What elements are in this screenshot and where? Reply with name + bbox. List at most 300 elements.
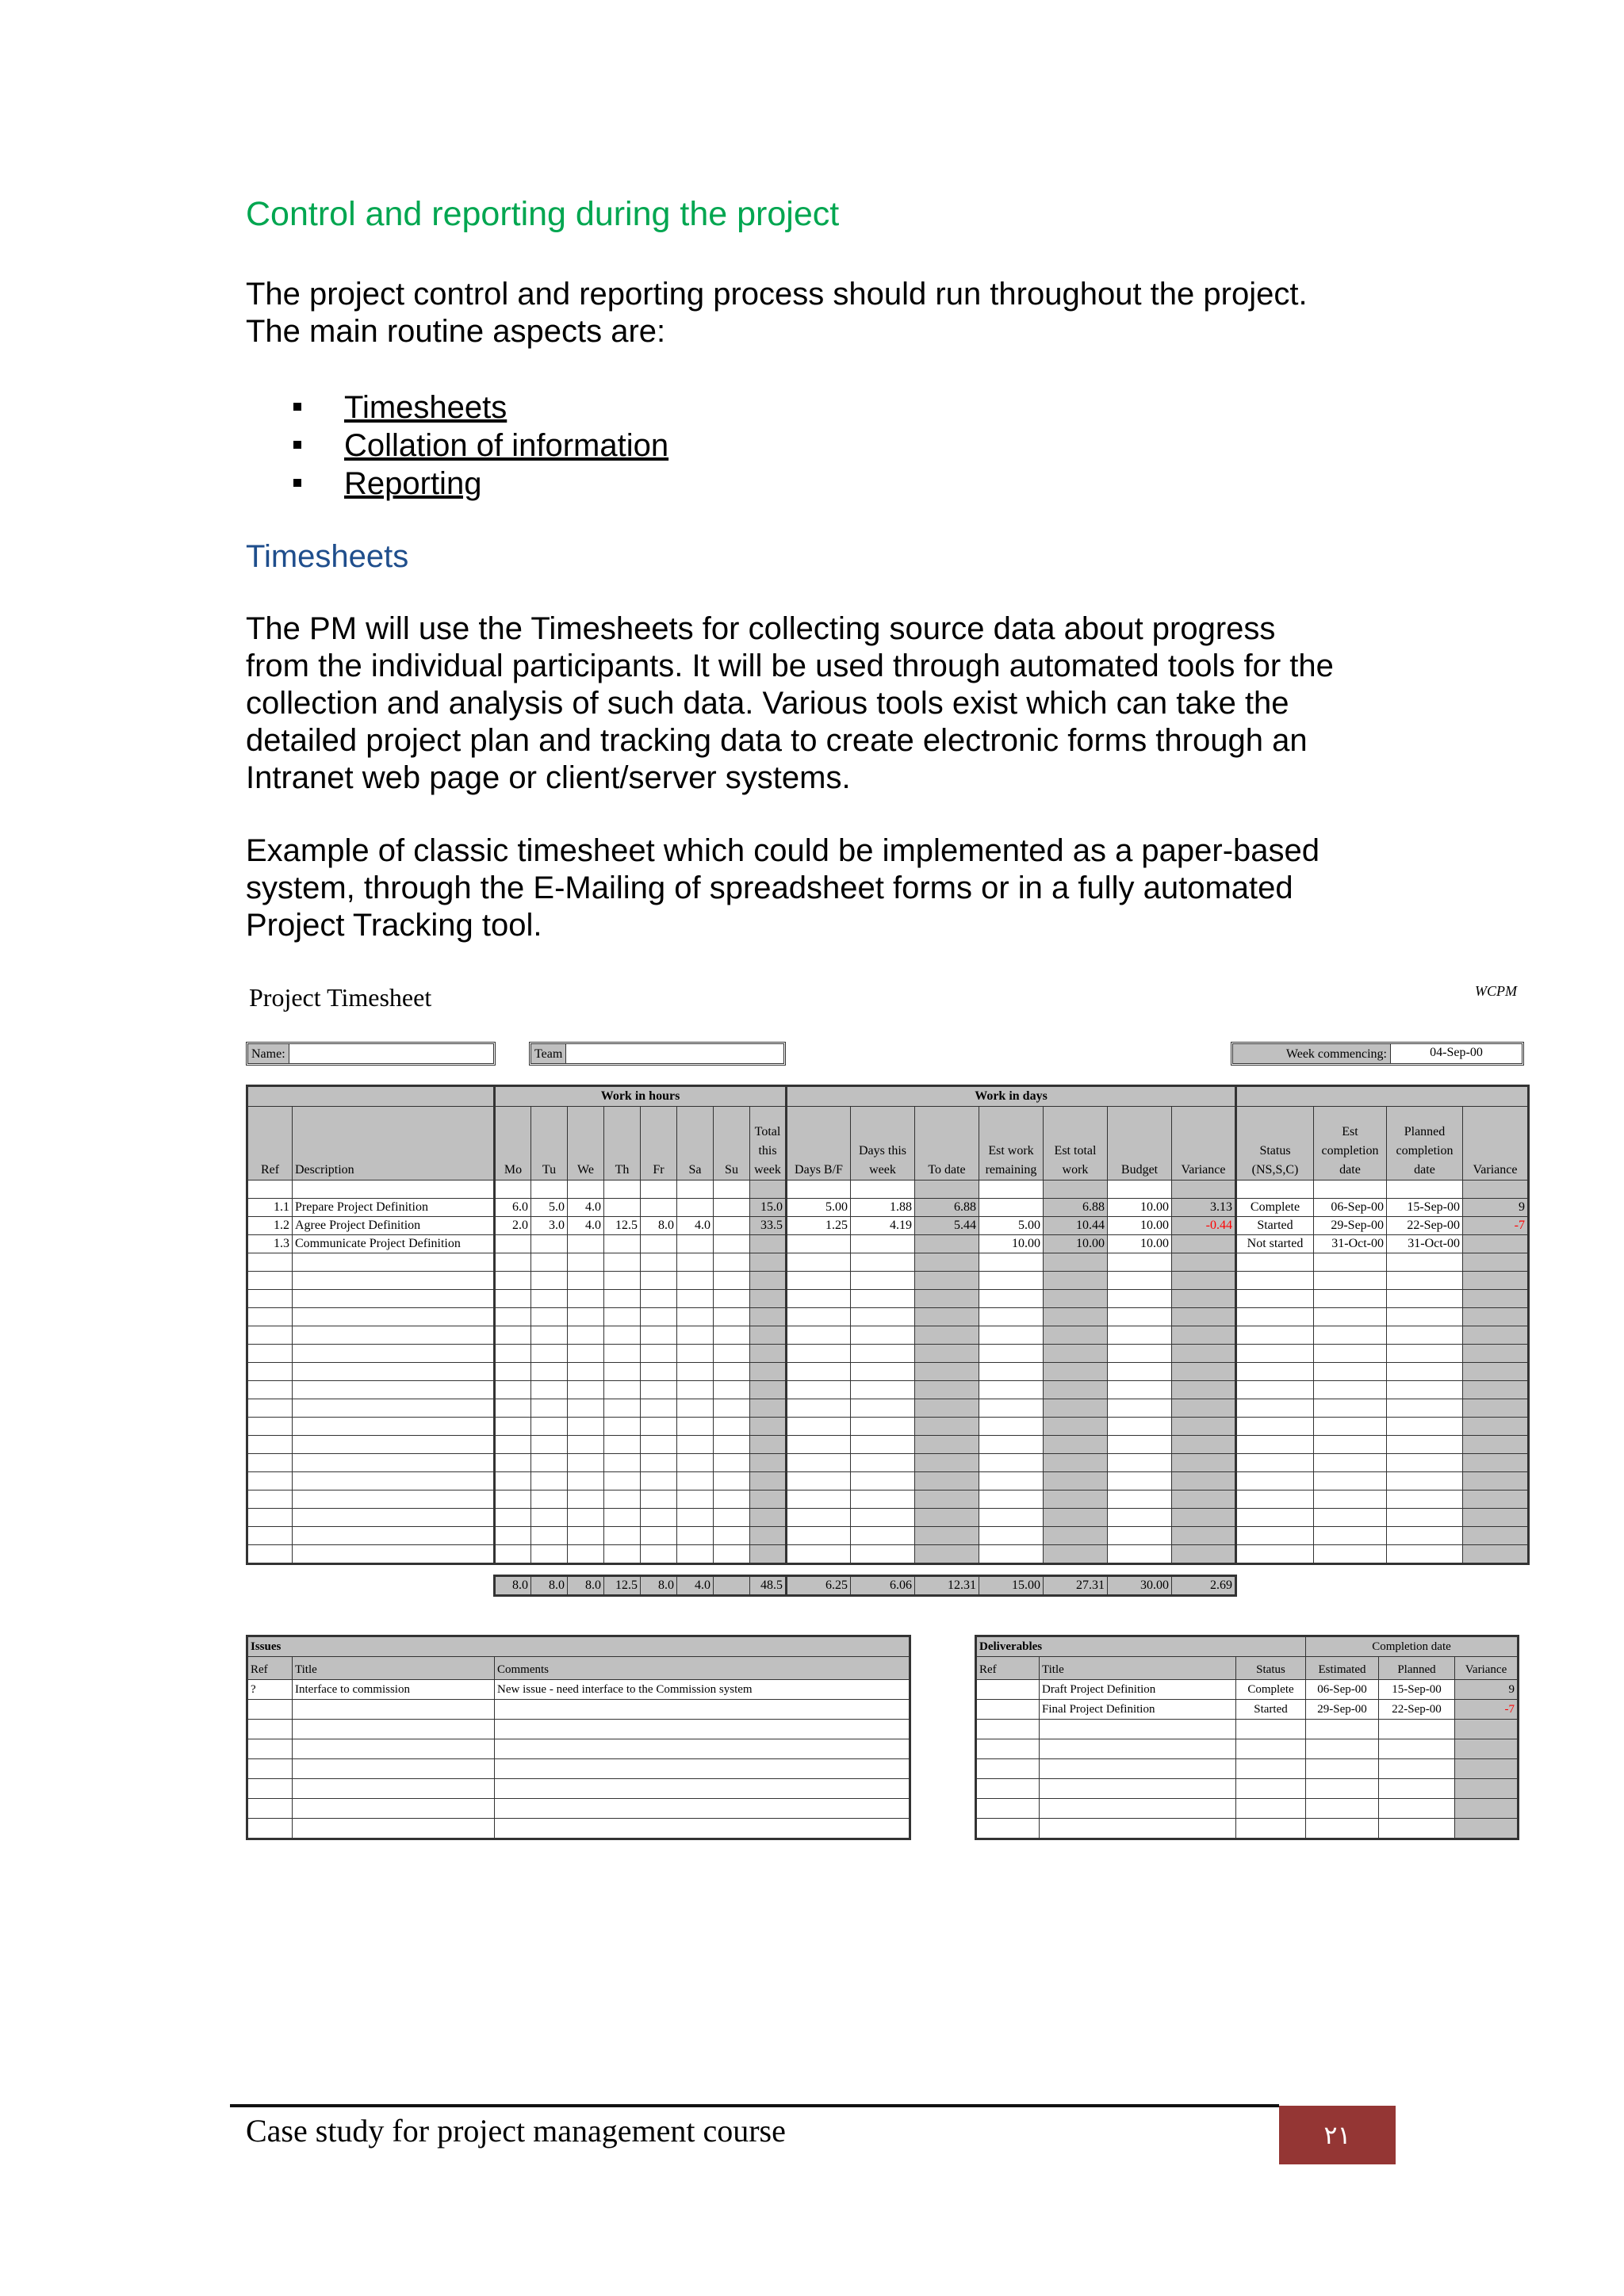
table-cell: [495, 1272, 531, 1290]
table-cell: [604, 1181, 641, 1199]
table-row: [247, 1490, 1529, 1509]
table-cell: [677, 1308, 714, 1326]
table-cell: [531, 1363, 568, 1381]
table-cell: [641, 1181, 677, 1199]
column-header: We: [568, 1107, 604, 1181]
table-cell: [1108, 1253, 1172, 1272]
table-cell: Not started: [1236, 1235, 1314, 1253]
table-cell: [1236, 1290, 1314, 1308]
table-row: [247, 1436, 1529, 1454]
table-cell: [1040, 1779, 1236, 1799]
table-cell: [787, 1326, 851, 1345]
table-cell: [641, 1253, 677, 1272]
table-row: [247, 1545, 1529, 1564]
table-cell: [787, 1545, 851, 1564]
text-line: detailed project plan and tracking data to create electronic forms through an: [246, 723, 1308, 758]
table-cell: [714, 1436, 750, 1454]
table-cell: [1314, 1527, 1387, 1545]
table-cell: [531, 1472, 568, 1490]
column-header: Total this week: [750, 1107, 787, 1181]
table-cell: [1306, 1739, 1379, 1759]
table-cell: [1044, 1272, 1108, 1290]
table-cell: [568, 1436, 604, 1454]
table-cell: [1172, 1509, 1236, 1527]
table-cell: [1236, 1399, 1314, 1418]
table-cell: [1236, 1472, 1314, 1490]
week-commencing-field[interactable]: [1231, 1042, 1524, 1066]
table-cell: 5.00: [787, 1199, 851, 1217]
table-cell: Complete: [1236, 1199, 1314, 1217]
table-cell: [915, 1545, 979, 1564]
table-cell: [1314, 1509, 1387, 1527]
table-cell: [1172, 1436, 1236, 1454]
table-cell: 29-Sep-00: [1306, 1700, 1379, 1720]
table-cell: [787, 1363, 851, 1381]
table-cell: [495, 1345, 531, 1363]
table-cell: 10.44: [1044, 1217, 1108, 1235]
total-cell: 30.00: [1108, 1576, 1172, 1596]
table-cell: [1172, 1363, 1236, 1381]
table-cell: [979, 1509, 1044, 1527]
table-cell: [1172, 1235, 1236, 1253]
table-cell: 6.0: [495, 1199, 531, 1217]
table-cell: [1172, 1545, 1236, 1564]
table-cell: [1387, 1454, 1463, 1472]
table-cell: [495, 1326, 531, 1345]
table-cell: [1044, 1472, 1108, 1490]
team-label: Team: [531, 1044, 566, 1063]
table-cell: [750, 1399, 787, 1418]
timesheet-title: Project Timesheet: [249, 983, 432, 1012]
table-cell: [293, 1399, 495, 1418]
table-cell: [247, 1720, 293, 1739]
table-cell: [568, 1509, 604, 1527]
table-cell: [714, 1418, 750, 1436]
table-cell: [1236, 1326, 1314, 1345]
table-cell: [531, 1545, 568, 1564]
table-cell: [787, 1454, 851, 1472]
column-header: Est completion date: [1314, 1107, 1387, 1181]
table-cell: [641, 1326, 677, 1345]
table-cell: [495, 1308, 531, 1326]
table-cell: [495, 1253, 531, 1272]
table-cell: [1108, 1418, 1172, 1436]
table-cell: [915, 1436, 979, 1454]
table-cell: 22-Sep-00: [1387, 1217, 1463, 1235]
table-cell: [1306, 1819, 1379, 1839]
table-cell: 8.0: [641, 1217, 677, 1235]
table-cell: [495, 1472, 531, 1490]
table-cell: [976, 1819, 1040, 1839]
table-cell: [851, 1235, 915, 1253]
table-cell: [851, 1308, 915, 1326]
name-value[interactable]: [289, 1044, 493, 1063]
table-cell: [1108, 1399, 1172, 1418]
table-cell: [1455, 1759, 1519, 1779]
table-cell: [677, 1381, 714, 1399]
table-cell: [1040, 1739, 1236, 1759]
table-cell: [851, 1509, 915, 1527]
table-cell: [750, 1381, 787, 1399]
table-cell: [677, 1545, 714, 1564]
table-cell: [1387, 1472, 1463, 1490]
table-cell: Interface to commission: [293, 1680, 495, 1700]
table-cell: [641, 1235, 677, 1253]
table-cell: [604, 1381, 641, 1399]
table-cell: [976, 1739, 1040, 1759]
table-cell: 15-Sep-00: [1379, 1680, 1455, 1700]
table-cell: [568, 1253, 604, 1272]
table-cell: [851, 1454, 915, 1472]
table-cell: [641, 1490, 677, 1509]
table-cell: [714, 1490, 750, 1509]
table-cell: 5.0: [531, 1199, 568, 1217]
column-header: Status (NS,S,C): [1236, 1107, 1314, 1181]
table-cell: [979, 1308, 1044, 1326]
table-cell: [1463, 1181, 1529, 1199]
table-row: [247, 1308, 1529, 1326]
link-timesheets[interactable]: Timesheets: [344, 390, 508, 425]
table-cell: [604, 1454, 641, 1472]
table-cell: [1108, 1490, 1172, 1509]
table-cell: [495, 1181, 531, 1199]
table-cell: [293, 1436, 495, 1454]
text-line: Intranet web page or client/server systems.: [246, 760, 851, 795]
table-cell: [979, 1345, 1044, 1363]
table-cell: 5.00: [979, 1217, 1044, 1235]
week-label: Week commencing:: [1233, 1044, 1391, 1063]
table-cell: [247, 1454, 293, 1472]
table-cell: 1.3: [247, 1235, 293, 1253]
table-cell: [247, 1779, 293, 1799]
table-cell: [1172, 1490, 1236, 1509]
table-cell: [750, 1490, 787, 1509]
table-cell: [915, 1253, 979, 1272]
table-cell: [714, 1472, 750, 1490]
table-cell: [1314, 1326, 1387, 1345]
table-cell: [247, 1181, 293, 1199]
header-blank: [247, 1086, 495, 1107]
team-field[interactable]: [529, 1042, 786, 1066]
table-cell: [979, 1399, 1044, 1418]
column-header: Variance: [1172, 1107, 1236, 1181]
table-cell: [915, 1290, 979, 1308]
total-cell: 2.69: [1172, 1576, 1236, 1596]
table-cell: [247, 1326, 293, 1345]
week-value[interactable]: 04-Sep-00: [1391, 1044, 1522, 1063]
table-cell: [1236, 1363, 1314, 1381]
table-cell: [531, 1490, 568, 1509]
total-cell: 4.0: [677, 1576, 714, 1596]
table-cell: [568, 1545, 604, 1564]
table-cell: [293, 1490, 495, 1509]
table-cell: [1108, 1181, 1172, 1199]
table-cell: [1463, 1436, 1529, 1454]
table-row: [247, 1399, 1529, 1418]
table-cell: [1314, 1490, 1387, 1509]
table-cell: [1236, 1381, 1314, 1399]
table-cell: [714, 1363, 750, 1381]
table-cell: [1314, 1290, 1387, 1308]
group-work-in-hours: Work in hours: [495, 1086, 787, 1107]
column-header: Title: [293, 1657, 495, 1680]
table-cell: [1387, 1436, 1463, 1454]
table-cell: [851, 1290, 915, 1308]
table-cell: [568, 1381, 604, 1399]
table-cell: [604, 1436, 641, 1454]
table-cell: 10.00: [1108, 1199, 1172, 1217]
table-cell: [568, 1272, 604, 1290]
table-cell: [1044, 1345, 1108, 1363]
table-cell: [1236, 1720, 1306, 1739]
table-cell: [531, 1527, 568, 1545]
table-cell: [1108, 1308, 1172, 1326]
deliverables-table: [975, 1635, 1519, 1840]
table-cell: [531, 1436, 568, 1454]
table-cell: [604, 1490, 641, 1509]
table-cell: [293, 1472, 495, 1490]
table-cell: [915, 1509, 979, 1527]
table-cell: [568, 1290, 604, 1308]
table-cell: [1108, 1527, 1172, 1545]
table-cell: 6.88: [1044, 1199, 1108, 1217]
total-cell: 6.06: [851, 1576, 915, 1596]
table-cell: [247, 1363, 293, 1381]
table-cell: [247, 1490, 293, 1509]
table-cell: Communicate Project Definition: [293, 1235, 495, 1253]
table-cell: [568, 1418, 604, 1436]
table-cell: [1172, 1326, 1236, 1345]
table-cell: 22-Sep-00: [1379, 1700, 1455, 1720]
table-cell: [1314, 1272, 1387, 1290]
table-cell: [1044, 1509, 1108, 1527]
table-cell: [495, 1418, 531, 1436]
table-cell: [677, 1345, 714, 1363]
table-cell: [568, 1363, 604, 1381]
table-cell: [495, 1819, 910, 1839]
total-cell: [714, 1576, 750, 1596]
table-cell: [495, 1799, 910, 1819]
table-cell: [1463, 1418, 1529, 1436]
table-cell: [1306, 1779, 1379, 1799]
table-cell: [979, 1418, 1044, 1436]
table-row: [247, 1472, 1529, 1490]
table-cell: 29-Sep-00: [1314, 1217, 1387, 1235]
column-header: Est total work: [1044, 1107, 1108, 1181]
table-cell: [1040, 1759, 1236, 1779]
link-reporting[interactable]: Reporting: [344, 466, 482, 501]
table-cell: [1387, 1308, 1463, 1326]
table-cell: Started: [1236, 1217, 1314, 1235]
table-cell: 15-Sep-00: [1387, 1199, 1463, 1217]
table-cell: [293, 1253, 495, 1272]
table-cell: 9: [1455, 1680, 1519, 1700]
table-cell: [1314, 1418, 1387, 1436]
column-header: Status: [1236, 1657, 1306, 1680]
table-cell: [915, 1490, 979, 1509]
table-cell: [604, 1527, 641, 1545]
table-cell: [604, 1345, 641, 1363]
table-cell: [1236, 1345, 1314, 1363]
name-field[interactable]: [246, 1042, 496, 1066]
table-cell: [568, 1472, 604, 1490]
table-cell: [641, 1308, 677, 1326]
column-header: Days this week: [851, 1107, 915, 1181]
table-cell: [1314, 1253, 1387, 1272]
table-cell: [293, 1345, 495, 1363]
total-cell: 48.5: [750, 1576, 787, 1596]
table-cell: [677, 1490, 714, 1509]
list-item: [293, 388, 668, 427]
table-cell: [604, 1308, 641, 1326]
table-cell: [1172, 1418, 1236, 1436]
table-cell: [247, 1418, 293, 1436]
table-cell: [979, 1272, 1044, 1290]
table-cell: [677, 1436, 714, 1454]
table-cell: 12.5: [604, 1217, 641, 1235]
table-cell: [495, 1381, 531, 1399]
table-cell: [1463, 1490, 1529, 1509]
table-cell: [568, 1235, 604, 1253]
issues-header-row: [247, 1657, 910, 1680]
table-cell: [293, 1759, 495, 1779]
table-cell: [915, 1272, 979, 1290]
table-cell: [293, 1363, 495, 1381]
table-cell: [1108, 1436, 1172, 1454]
table-cell: [1044, 1381, 1108, 1399]
table-cell: [293, 1700, 495, 1720]
table-cell: [915, 1345, 979, 1363]
table-cell: [714, 1308, 750, 1326]
table-cell: [495, 1739, 910, 1759]
footer-text: Case study for project management course: [246, 2113, 786, 2149]
table-cell: [1463, 1345, 1529, 1363]
table-cell: [531, 1399, 568, 1418]
table-cell: [1314, 1181, 1387, 1199]
table-cell: [714, 1272, 750, 1290]
table-cell: 31-Oct-00: [1387, 1235, 1463, 1253]
table-cell: [531, 1418, 568, 1436]
deliverable-row: [976, 1700, 1519, 1720]
table-cell: [851, 1399, 915, 1418]
table-cell: [976, 1720, 1040, 1739]
issue-row: [247, 1819, 910, 1839]
deliverable-row: [976, 1720, 1519, 1739]
table-cell: [531, 1272, 568, 1290]
table-row: [247, 1253, 1529, 1272]
table-cell: [1236, 1779, 1306, 1799]
table-cell: -7: [1463, 1217, 1529, 1235]
table-cell: [750, 1181, 787, 1199]
table-cell: [1236, 1545, 1314, 1564]
link-collation[interactable]: Collation of information: [344, 428, 669, 463]
table-cell: [247, 1527, 293, 1545]
text-line: Project Tracking tool.: [246, 908, 542, 943]
table-cell: 1.88: [851, 1199, 915, 1217]
table-cell: [787, 1290, 851, 1308]
table-cell: [247, 1399, 293, 1418]
table-cell: [787, 1509, 851, 1527]
table-cell: [976, 1779, 1040, 1799]
table-cell: [1387, 1326, 1463, 1345]
table-cell: 33.5: [750, 1217, 787, 1235]
table-cell: [1040, 1819, 1236, 1839]
table-cell: [247, 1272, 293, 1290]
table-cell: [293, 1381, 495, 1399]
table-cell: 15.0: [750, 1199, 787, 1217]
table-cell: [787, 1308, 851, 1326]
table-cell: 06-Sep-00: [1314, 1199, 1387, 1217]
deliverables-header-row: [976, 1657, 1519, 1680]
column-header: Su: [714, 1107, 750, 1181]
column-header: Th: [604, 1107, 641, 1181]
column-header: Mo: [495, 1107, 531, 1181]
team-value[interactable]: [566, 1044, 783, 1063]
table-cell: [1236, 1253, 1314, 1272]
table-cell: [677, 1509, 714, 1527]
intro-line: The main routine aspects are:: [246, 314, 666, 349]
column-header: Variance: [1455, 1657, 1519, 1680]
table-cell: [714, 1181, 750, 1199]
table-cell: [293, 1272, 495, 1290]
table-cell: [531, 1235, 568, 1253]
column-header: Planned: [1379, 1657, 1455, 1680]
table-cell: [641, 1454, 677, 1472]
table-cell: [750, 1363, 787, 1381]
total-cell: 27.31: [1044, 1576, 1108, 1596]
totals-row-table: [493, 1575, 1237, 1597]
text-line: collection and analysis of such data. Various tools exist which can take the: [246, 686, 1289, 721]
table-cell: [247, 1759, 293, 1779]
table-cell: [568, 1490, 604, 1509]
table-cell: [1236, 1490, 1314, 1509]
table-cell: [247, 1381, 293, 1399]
table-cell: [1379, 1819, 1455, 1839]
table-cell: [641, 1472, 677, 1490]
table-cell: [750, 1545, 787, 1564]
table-cell: [1236, 1418, 1314, 1436]
table-cell: [677, 1290, 714, 1308]
table-cell: [1236, 1436, 1314, 1454]
table-cell: [1044, 1418, 1108, 1436]
table-cell: [1306, 1759, 1379, 1779]
table-cell: [677, 1181, 714, 1199]
table-cell: [1040, 1799, 1236, 1819]
table-cell: 1.2: [247, 1217, 293, 1235]
issue-row: [247, 1739, 910, 1759]
table-cell: [979, 1436, 1044, 1454]
table-cell: [293, 1527, 495, 1545]
table-cell: [495, 1490, 531, 1509]
column-header: Days B/F: [787, 1107, 851, 1181]
table-cell: [604, 1199, 641, 1217]
table-cell: [979, 1253, 1044, 1272]
table-cell: [1463, 1527, 1529, 1545]
table-cell: 5.44: [915, 1217, 979, 1235]
table-row: [247, 1418, 1529, 1436]
table-cell: [915, 1181, 979, 1199]
table-cell: [851, 1272, 915, 1290]
table-cell: [293, 1509, 495, 1527]
column-header: Description: [293, 1107, 495, 1181]
table-cell: [293, 1454, 495, 1472]
table-cell: [293, 1720, 495, 1739]
table-cell: [1387, 1363, 1463, 1381]
table-cell: [604, 1290, 641, 1308]
table-cell: [495, 1454, 531, 1472]
table-cell: [677, 1399, 714, 1418]
table-cell: [1387, 1181, 1463, 1199]
